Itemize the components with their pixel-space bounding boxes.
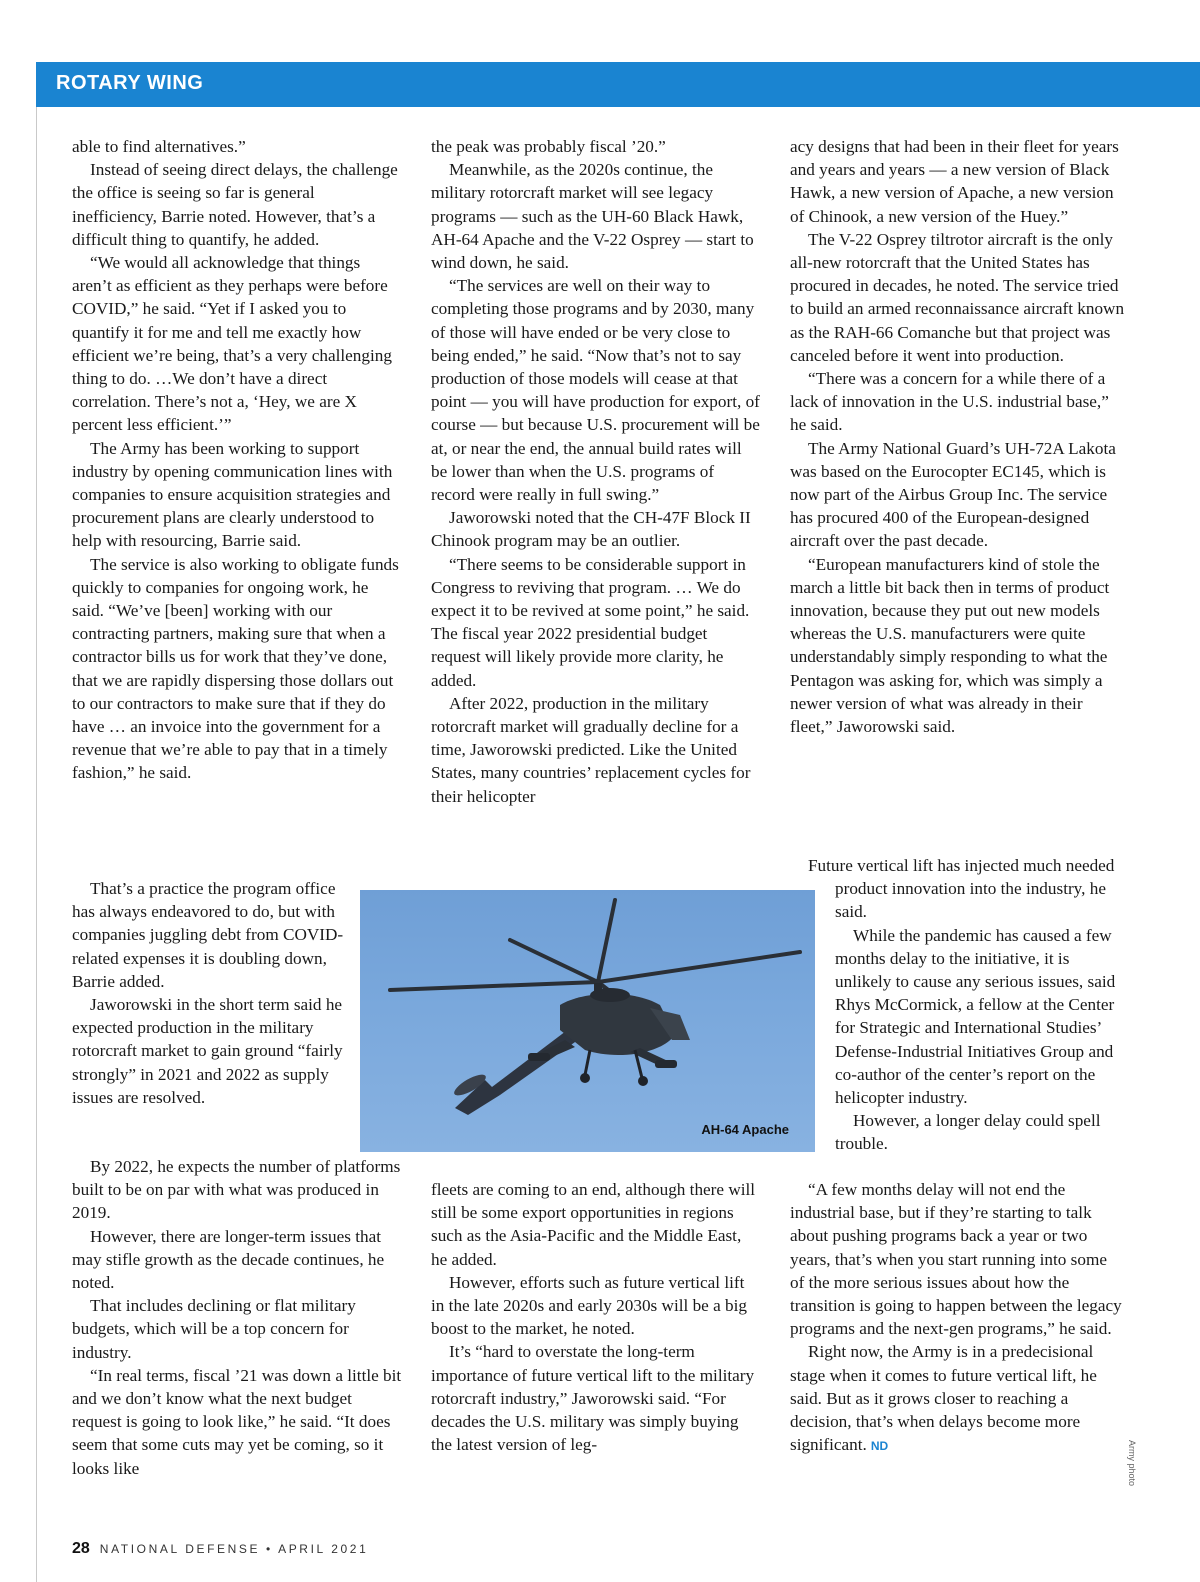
- paragraph-text: Right now, the Army is in a predecisional stage when it comes to future vertical lift, he said. But as it grows closer to reaching a decision, that’s when delays become more significant.: [790, 1342, 1097, 1455]
- paragraph: However, efforts such as future vertical lift in the late 2020s and early 2030s will be a big boost to the market, he noted.: [431, 1272, 747, 1339]
- paragraph: fleets are coming to an end, although there will still be some export opportunities in regions such as the Asia-Pacific and the Middle East, he added.: [431, 1180, 756, 1269]
- paragraph: “There seems to be considerable support in Congress to reviving that program. … We do expect it to be revived at some point,” he said. The fiscal year 2022 presidential budget request will likely provide more clarity, he added.: [431, 554, 750, 690]
- column-2-bottom: [431, 1178, 761, 1456]
- helicopter-illustration: [360, 890, 815, 1152]
- paragraph: While the pandemic has caused a few months delay to the initiative, it is unlikely to cause any serious issues, said Rhys McCormick, a fellow at the Center for Strategic and International Studies’ Defense-Industrial Initiatives Group and co-author of the center’s report on the helicopter industry.: [835, 925, 1116, 1108]
- paragraph: [790, 1340, 1125, 1458]
- paragraph: Jaworowski noted that the CH-47F Block II Chinook program may be an outlier.: [431, 508, 751, 551]
- section-label: ROTARY WING: [56, 72, 204, 94]
- photo-caption: AH-64 Apache: [701, 1122, 789, 1137]
- section-banner: [36, 62, 1200, 107]
- paragraph: The Army National Guard’s UH-72A Lakota was based on the Eurocopter EC145, which is now part of the Airbus Group Inc. The service has procured 400 of the European-designed aircraft over the past decade.: [790, 438, 1116, 551]
- paragraph: However, there are longer-term issues that may stifle growth as the decade continues, he noted.: [72, 1226, 385, 1293]
- column-3-top: [790, 135, 1125, 738]
- paragraph: However, a longer delay could spell trouble.: [835, 1111, 1101, 1154]
- paragraph: the peak was probably fiscal ’20.”: [431, 137, 666, 156]
- paragraph: “We would all acknowledge that things aren’t as efficient as they perhaps were before COVID,” he said. “Yet if I asked you to quantify it for me and tell me exactly how efficient we’re being, that’s a very challenging thing to do. …We don’t have a direct correlation. There’s not a, ‘Hey, we are X percent less efficient.’”: [72, 253, 392, 435]
- paragraph: By 2022, he expects the number of platforms built to be on par with what was produced in 2019.: [72, 1157, 401, 1223]
- paragraph: That includes declining or flat military budgets, which will be a top concern for industry.: [72, 1296, 356, 1362]
- helicopter-photo: [360, 890, 815, 1152]
- paragraph: “The services are well on their way to completing those programs and by 2030, many of those will have ended or be very close to being ended,” he said. “Now that’s not to say production of those models will cease at that point — you will have production for export, of course — but because U.S. procurement will be at, or near the end, the annual build rates will be lower than when the U.S. programs of record were really in full swing.”: [431, 276, 760, 505]
- paragraph: The service is also working to obligate funds quickly to companies for ongoing work, he said. “We’ve [been] working with our contracting partners, making sure that when a contractor bills us for work that they’ve done, that we are rapidly dispersing those dollars out to our contractors to make sure that if they do have … an invoice into the government for a revenue that we’re able to pay that in a timely fashion,” he said.: [72, 554, 399, 783]
- column-3-bottom: [790, 1178, 1125, 1458]
- paragraph: Meanwhile, as the 2020s continue, the military rotorcraft market will see legacy programs — such as the UH-60 Black Hawk, AH-64 Apache and the V-22 Osprey — start to wind down, he said.: [431, 160, 754, 273]
- paragraph: Jaworowski in the short term said he expected production in the military rotorcraft market to gain ground “fairly strongly” in 2021 and 2022 as supply issues are resolved.: [72, 995, 343, 1107]
- column-2-top: [431, 135, 761, 808]
- paragraph: “In real terms, fiscal ’21 was down a little bit and we don’t know what the next budget request is going to look like,” he said. “It does seem that some cuts may yet be coming, so it looks like: [72, 1365, 402, 1478]
- fuselage: [560, 994, 675, 1055]
- paragraph: That’s a practice the program office has always endeavored to do, but with companies juggling debt from COVID-related expenses it is doubling down, Barrie added.: [72, 879, 344, 991]
- page-number: 28: [72, 1540, 90, 1557]
- photo-credit: Army photo: [1127, 1440, 1137, 1487]
- paragraph: Future vertical lift has injected much needed product innovation into the industry, he said.: [808, 856, 1115, 922]
- paragraph: acy designs that had been in their fleet for years and years and years — a new version of Black Hawk, a new version of Apache, a new version of Chinook, a new version of the Huey.”: [790, 137, 1119, 226]
- paragraph: Instead of seeing direct delays, the challenge the office is seeing so far is general inefficiency, Barrie noted. However, that’s a difficult thing to quantify, he added.: [72, 160, 398, 249]
- publication-line: NATIONAL DEFENSE • APRIL 2021: [99, 1542, 369, 1556]
- column-1-wrap: [72, 877, 347, 1109]
- column-1-bottom: [72, 1155, 402, 1480]
- end-mark: ND: [870, 1439, 889, 1454]
- paragraph: The V-22 Osprey tiltrotor aircraft is the only all-new rotorcraft that the United States has procured in decades, he noted. The service tried to build an armed reconnaissance aircraft known as the RAH-66 Comanche but that project was canceled before it went into production.: [790, 229, 1125, 365]
- page-edge-rule: [36, 62, 37, 1582]
- page-footer: [72, 1540, 368, 1558]
- paragraph: It’s “hard to overstate the long-term importance of future vertical lift to the military rotorcraft industry,” Jaworowski said. “For decades the U.S. military was simply buying the latest version of leg-: [431, 1342, 755, 1455]
- paragraph: able to find alternatives.”: [72, 137, 246, 156]
- paragraph: “European manufacturers kind of stole the march a little bit back then in terms of product innovation, because they put out new models whereas the U.S. manufacturers were quite understandably simply responding to what the Pentagon was asking for, which was simply a newer version of what was already in their fleet,” Jaworowski said.: [790, 554, 1110, 737]
- paragraph: “A few months delay will not end the industrial base, but if they’re starting to talk about pushing programs back a year or two years, that’s when you start running into some of the more serious issues about how the transition is going to happen between the legacy programs and the next-gen programs,” he said.: [790, 1180, 1122, 1339]
- paragraph: The Army has been working to support industry by opening communication lines with companies to ensure acquisition strategies and procurement plans are clearly understood to help with resourcing, Barrie said.: [72, 438, 393, 551]
- paragraph: “There was a concern for a while there of a lack of innovation in the U.S. industrial base,” he said.: [790, 369, 1109, 435]
- column-3-inset: [790, 854, 1125, 1156]
- column-1-top: [72, 135, 402, 785]
- paragraph: After 2022, production in the military rotorcraft market will gradually decline for a time, Jaworowski predicted. Like the United States, many countries’ replacement cycles for their helicopter: [431, 693, 751, 806]
